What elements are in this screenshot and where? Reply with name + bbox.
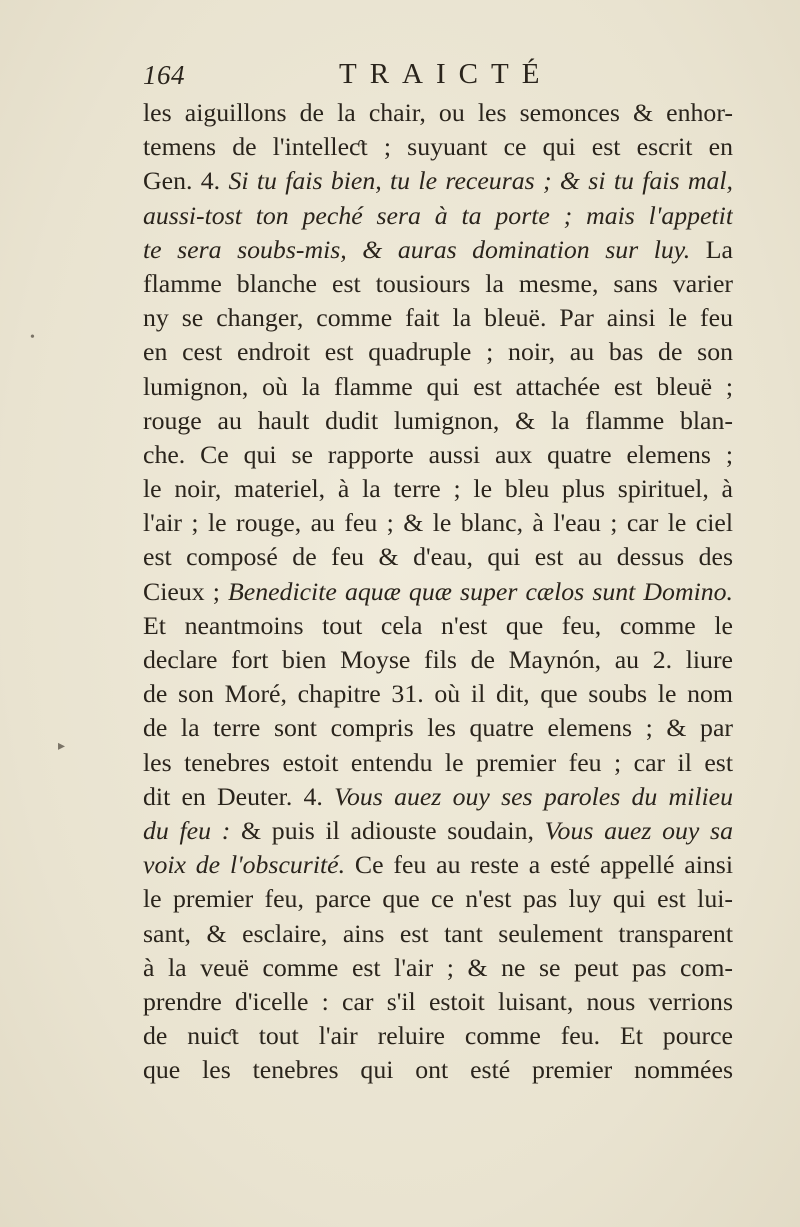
text-segment: le noir, materiel, à la terre ; le bleu plus spirituel, à <box>143 474 733 504</box>
text-line <box>143 746 733 780</box>
margin-dot: • <box>30 330 35 345</box>
text-segment: à la veuë comme est l'air ; & ne se peut pas com- <box>143 952 733 982</box>
text-segment: ny se changer, comme fait la bleuë. Par ainsi le feu <box>143 303 733 333</box>
text-line <box>143 951 733 985</box>
text-segment: rouge au hault dudit lumignon, & la flamme blan- <box>143 405 733 435</box>
text-segment: Et neantmoins tout cela n'est que feu, comme le <box>143 610 733 640</box>
text-segment: de son Moré, chapitre 31. où il dit, que soubs le nom <box>143 679 733 709</box>
text-line <box>143 130 733 164</box>
text-line <box>143 1053 733 1087</box>
text-segment: Gen. 4. <box>143 166 229 196</box>
text-line <box>143 199 733 233</box>
page-header <box>143 58 733 98</box>
text-segment: prendre d'icelle : car s'il estoit luisant, nous verrions <box>143 986 733 1016</box>
text-segment: de la terre sont compris les quatre elemens ; & par <box>143 713 733 743</box>
text-line <box>143 917 733 951</box>
running-title: TRAICTÉ <box>339 58 553 90</box>
italic-text-segment: aussi-tost ton peché sera à ta porte ; mais l'appetit <box>143 200 733 230</box>
text-segment: & puis il adiouste soudain, <box>230 815 545 845</box>
italic-text-segment: Vous auez ouy sa <box>544 815 733 845</box>
text-line <box>143 643 733 677</box>
text-segment: dit en Deuter. 4. <box>143 781 335 811</box>
italic-text-segment: Si tu fais bien, tu le receuras ; & si tu fais mal, <box>228 166 733 196</box>
text-line <box>143 370 733 404</box>
page-number: 164 <box>143 60 185 90</box>
italic-text-segment: Vous auez ouy ses paroles du milieu <box>334 781 733 811</box>
text-line <box>143 301 733 335</box>
text-segment: declare fort bien Moyse fils de Maynón, au 2. liure <box>143 645 733 674</box>
text-line <box>143 609 733 643</box>
text-line <box>143 267 733 301</box>
text-segment: le premier feu, parce que ce n'est pas luy qui est lui- <box>143 884 733 914</box>
text-line <box>143 404 733 438</box>
text-segment: La <box>690 234 733 264</box>
text-segment: l'air ; le rouge, au feu ; & le blanc, à l'eau ; car le ciel <box>143 508 733 538</box>
italic-text-segment: te sera soubs-mis, & auras domination sur luy. <box>143 234 691 264</box>
text-line <box>143 438 733 472</box>
italic-text-segment: voix de l'obscurité. <box>143 850 346 880</box>
text-line <box>143 575 733 609</box>
text-segment: che. Ce qui se rapporte aussi aux quatre elemens ; <box>143 439 733 469</box>
text-line <box>143 335 733 369</box>
text-segment: Cieux ; <box>143 576 228 606</box>
text-line <box>143 233 733 267</box>
text-line <box>143 472 733 506</box>
text-line <box>143 814 733 848</box>
italic-text-segment: Benedicite aquæ quæ super cælos sunt Domino. <box>227 576 733 606</box>
text-segment: les tenebres estoit entendu le premier feu ; car il est <box>143 747 733 777</box>
text-line <box>143 848 733 882</box>
text-line <box>143 780 733 814</box>
italic-text-segment: du feu : <box>143 815 231 845</box>
text-line <box>143 985 733 1019</box>
body-text <box>143 96 733 1087</box>
text-line <box>143 711 733 745</box>
margin-arrow: ▸ <box>58 739 66 754</box>
text-segment: flamme blanche est tousiours la mesme, sans varier <box>143 268 733 298</box>
text-line <box>143 882 733 916</box>
text-segment: les aiguillons de la chair, ou les semonces & enhor- <box>143 98 733 127</box>
text-segment: Ce feu au reste a esté appellé ainsi <box>345 850 733 880</box>
text-line <box>143 677 733 711</box>
text-line <box>143 1019 733 1053</box>
text-line <box>143 540 733 574</box>
text-segment: sant, & esclaire, ains est tant seulement transparent <box>143 918 733 948</box>
text-segment: en cest endroit est quadruple ; noir, au bas de son <box>143 337 733 367</box>
text-line <box>143 96 733 130</box>
text-line <box>143 164 733 198</box>
text-segment: temens de l'intelleƈt ; suyuant ce qui est escrit en <box>143 132 733 162</box>
text-segment: est composé de feu & d'eau, qui est au dessus des <box>143 542 733 572</box>
text-segment: de nuiƈt tout l'air reluire comme feu. Et pource <box>143 1021 733 1051</box>
text-segment: lumignon, où la flamme qui est attachée est bleuë ; <box>143 371 733 401</box>
text-segment: que les tenebres qui ont esté premier nommées <box>143 1055 733 1085</box>
text-line <box>143 506 733 540</box>
